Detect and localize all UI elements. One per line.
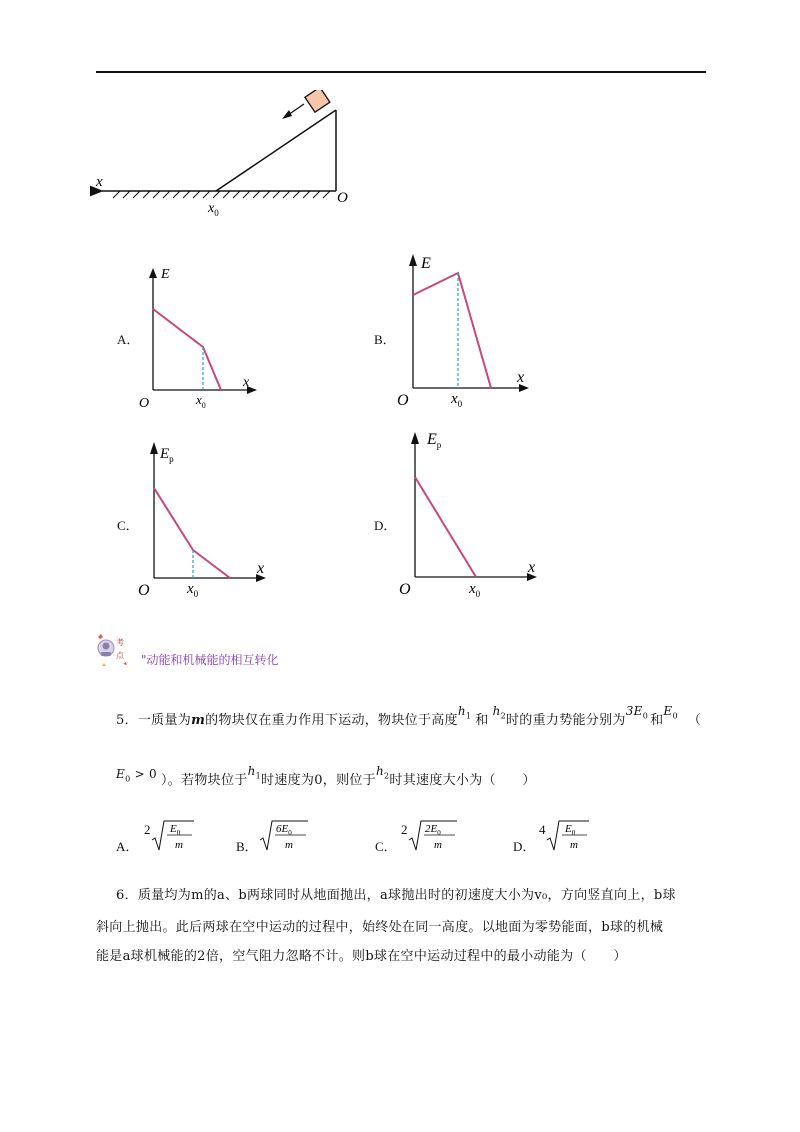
svg-text:6E0: $6E_0$ — [276, 823, 292, 837]
incline-surface — [216, 110, 336, 191]
incline-diagram — [90, 90, 360, 220]
knowledge-point-icon — [94, 630, 136, 672]
graph-a-curve — [153, 309, 221, 390]
q6-line2: 斜向上抛出。此后两球在空中运动的过程中，始终处在同一高度。以地面为零势能面，b球的机械 — [96, 920, 664, 935]
q6-line3: 能是a球机械能的2倍，空气阻力忽略不计。则b球在空中运动过程中的最小动能为（ ） — [96, 949, 627, 964]
graph-b-x0: $x_0$ — [451, 391, 463, 409]
svg-text:m: m — [570, 839, 578, 851]
svg-text:E0: $E_0$ — [170, 823, 181, 837]
svg-text:E0: $E_0$ — [565, 823, 576, 837]
graph-a-x0: $x_0$ — [196, 392, 206, 410]
option-b-label: B． — [374, 332, 396, 347]
graph-a-origin: O — [139, 396, 150, 411]
x-axis-label: x — [96, 174, 103, 190]
graph-b-origin: O — [397, 392, 409, 409]
graph-d — [397, 426, 547, 601]
q5-b-sqrt — [258, 818, 310, 854]
q5-d-sqrt — [545, 818, 591, 854]
svg-text:m: m — [175, 839, 183, 851]
block — [305, 90, 330, 112]
graph-d-curve — [415, 477, 476, 577]
graph-d-x0: $x_0$ — [469, 581, 481, 599]
graph-a — [135, 262, 265, 412]
svg-text:m: m — [285, 839, 293, 851]
graph-c-x0: $x_0$ — [187, 581, 199, 599]
graph-c-origin: O — [138, 582, 150, 599]
option-a-label: A． — [117, 332, 140, 347]
q6-line1: 6．质量均为m的a、b两球同时从地面抛出，a球抛出时的初速度大小为v₀，方向竖直向上，b球 — [116, 888, 676, 903]
graph-c-curve — [154, 488, 230, 578]
knowledge-badge-2: 点 — [116, 651, 124, 660]
graph-b-curve — [413, 273, 491, 388]
graph-a-xlabel: x — [243, 375, 250, 390]
svg-text:m: m — [434, 839, 442, 851]
x0-label: $x_0$ — [208, 201, 219, 218]
knowledge-badge-1: 考 — [116, 638, 124, 647]
origin-label: O — [337, 190, 348, 206]
q5-line1: 5．一质量为m的物块仅在重力作用下运动，物块位于高度$h_1$ 和$h_2$时的重力势能分别为$3E_0$ 和$E_0$ （ — [116, 704, 702, 728]
svg-text:2E0: $2E_0$ — [425, 823, 441, 837]
graph-c — [136, 436, 276, 601]
graph-b-ylabel: E — [421, 255, 431, 272]
option-d-label: D． — [374, 518, 397, 533]
motion-arrow-head — [282, 110, 292, 119]
graph-d-origin: O — [399, 581, 411, 598]
graph-c-xlabel: x — [257, 560, 265, 577]
graph-b — [395, 248, 535, 413]
option-c-label: C． — [117, 518, 139, 533]
q5-c-sqrt — [407, 818, 459, 854]
graph-b-xlabel: x — [517, 369, 525, 386]
top-rule — [96, 71, 706, 73]
knowledge-point-text: "动能和机械能的相互转化 — [141, 653, 279, 667]
q5-line2: $E_0 > 0$ ）。若物块位于$h_1$时速度为0，则位于$h_2$时其速度大小为（ ） — [116, 764, 536, 788]
graph-d-ylabel: $E_p$ — [427, 431, 442, 450]
ground-hatching — [113, 191, 330, 198]
graph-c-ylabel: $E_p$ — [160, 446, 174, 464]
graph-a-ylabel: E — [161, 267, 170, 282]
q5-a-sqrt — [150, 818, 196, 854]
graph-d-xlabel: x — [528, 559, 536, 576]
